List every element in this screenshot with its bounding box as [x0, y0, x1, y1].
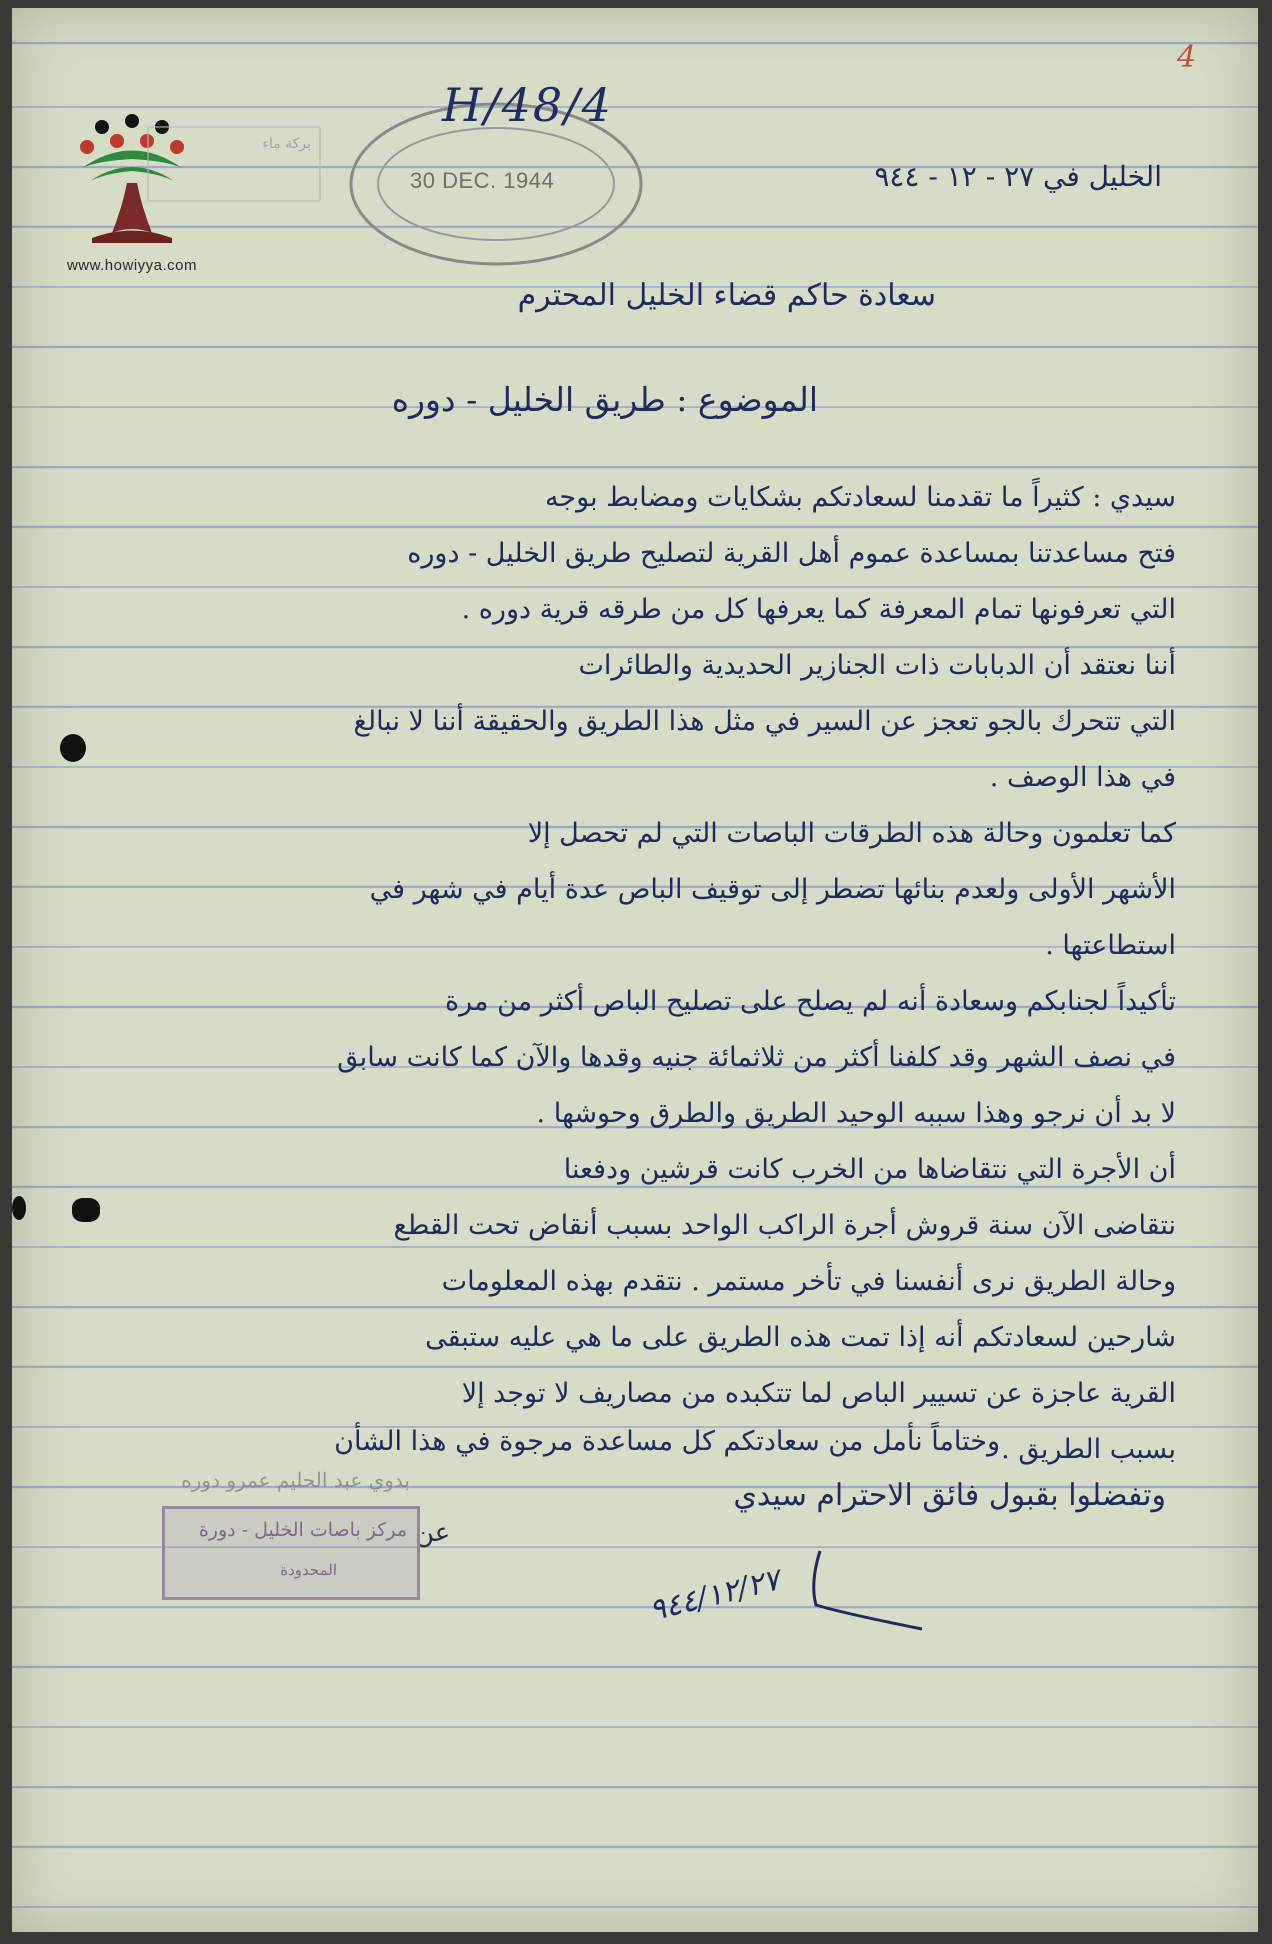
ink-blot	[12, 1196, 26, 1220]
small-stamp-text: بركة ماء	[262, 136, 311, 152]
marginal-signature: بدوي عبد الحليم عمرو دوره	[181, 1468, 410, 1492]
signature-stroke-icon	[802, 1543, 932, 1633]
folio-number: 4	[1177, 40, 1197, 75]
body-line: التي تعرفونها تمام المعرفة كما يعرفها كل من طرقه قرية دوره .	[461, 594, 1176, 625]
closing-respects: وتفضلوا بقبول فائق الاحترام سيدي	[733, 1478, 1166, 1513]
body-line: لا بد أن نرجو وهذا سببه الوحيد الطريق والطرق وحوشها .	[536, 1098, 1176, 1129]
letter-date: الخليل في ٢٧ - ١٢ - ٩٤٤	[874, 160, 1162, 193]
bus-company-stamp	[162, 1506, 420, 1600]
body-line: أن الأجرة التي نتقاضاها من الخرب كانت قرشين ودفعنا	[563, 1154, 1176, 1185]
ink-blot	[72, 1198, 100, 1222]
body-line: سيدي : كثيراً ما تقدمنا لسعادتكم بشكايات ومضابط بوجه	[544, 482, 1176, 513]
body-line: شارحين لسعادتكم أنه إذا تمت هذه الطريق على ما هي عليه ستبقى	[425, 1322, 1176, 1353]
subject-line: الموضوع : طريق الخليل - دوره	[391, 380, 818, 419]
body-line: وحالة الطريق نرى أنفسنا في تأخر مستمر . نتقدم بهذه المعلومات	[441, 1266, 1176, 1297]
body-line: تأكيداً لجنابكم وسعادة أنه لم يصلح على تصليح الباص أكثر من مرة	[445, 986, 1176, 1017]
stamp-prefix: عن	[415, 1518, 451, 1548]
body-line: القرية عاجزة عن تسيير الباص لما تتكبده من مصاريف لا توجد إلا	[461, 1378, 1176, 1409]
closing-request: وختاماً نأمل من سعادتكم كل مساعدة مرجوة في هذا الشأن	[334, 1426, 1000, 1457]
letter-body	[56, 470, 1176, 1478]
bus-company-stamp-suffix: المحدودة	[280, 1561, 337, 1579]
reference-number: H/48/4	[442, 78, 613, 132]
small-faded-stamp	[147, 126, 321, 202]
addressee-line: سعادة حاكم قضاء الخليل المحترم	[517, 278, 936, 313]
signature-date: ٩٤٤/١٢/٢٧	[645, 1562, 784, 1629]
body-line: التي تتحرك بالجو تعجز عن السير في مثل هذا الطريق والحقيقة أننا لا نبالغ	[353, 706, 1176, 737]
date-stamp-text: 30 DEC. 1944	[410, 168, 555, 193]
ink-blot	[60, 734, 86, 762]
body-line: نتقاضى الآن سنة قروش أجرة الراكب الواحد بسبب أنقاض تحت القطع	[393, 1210, 1176, 1241]
body-line: في نصف الشهر وقد كلفنا أكثر من ثلاثمائة جنيه وقدها والآن كما كانت سابق	[337, 1042, 1176, 1073]
body-line: بسبب الطريق .	[1001, 1434, 1176, 1465]
body-line: فتح مساعدتنا بمساعدة عموم أهل القرية لتصليح طريق الخليل - دوره	[407, 538, 1176, 569]
body-line: في هذا الوصف .	[989, 762, 1176, 793]
body-line: أننا نعتقد أن الدبابات ذات الجنازير الحديدية والطائرات	[578, 650, 1176, 681]
watermark-url: www.howiyya.com	[66, 257, 198, 274]
bus-company-stamp-name: مركز باصات الخليل - دورة	[198, 1519, 407, 1541]
body-line: استطاعتها .	[1045, 930, 1176, 961]
body-line: الأشهر الأولى ولعدم بنائها تضطر إلى توقيف الباص عدة أيام في شهر في	[369, 874, 1176, 905]
letter-sheet	[12, 8, 1258, 1932]
body-line: كما تعلمون وحالة هذه الطرقات الباصات التي لم تحصل إلا	[527, 818, 1176, 849]
